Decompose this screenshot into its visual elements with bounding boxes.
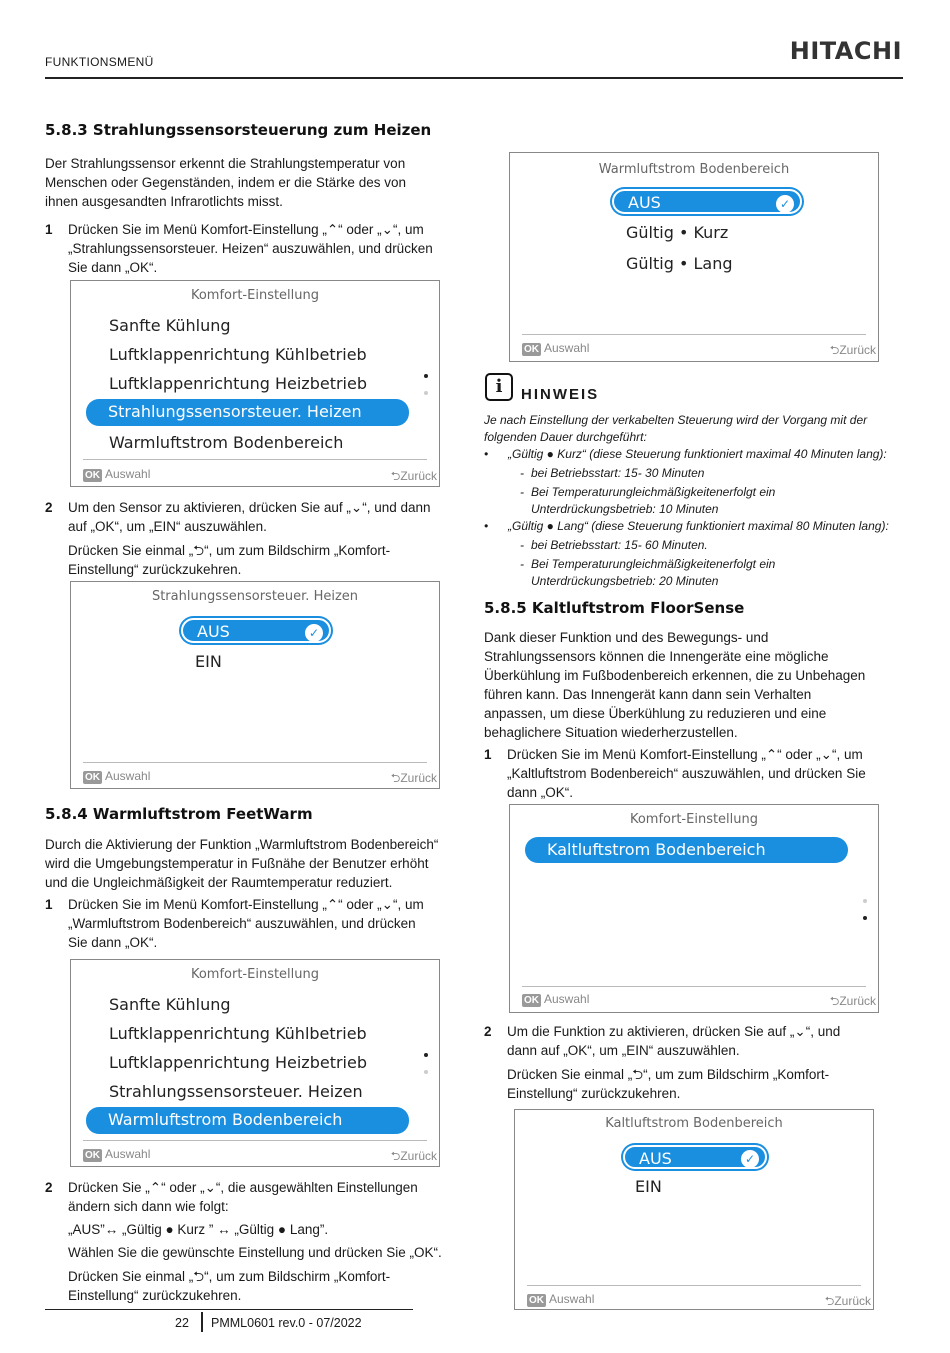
text-line: Drücken Sie im Menü Komfort-Einstellung „⌃“ oder „⌄“, um	[507, 747, 863, 762]
step-2-choose: Wählen Sie die gewünschte Einstellung und drücken Sie „OK“.	[68, 1245, 442, 1260]
ok-icon: OK	[85, 772, 100, 783]
ok-select-hint[interactable]	[83, 1147, 150, 1162]
info-icon: i	[485, 373, 513, 401]
screen-title: Kaltluftstrom Bodenbereich	[605, 1116, 783, 1131]
back-label: Zurück	[400, 469, 437, 483]
text-line: Drücken Sie einmal „⮌“, um zum Bildschirm „Komfort-	[68, 543, 391, 558]
ok-select-hint[interactable]	[527, 1292, 594, 1307]
menu-item[interactable]: Luftklappenrichtung Heizbetrieb	[109, 1053, 367, 1072]
scroll-dot-active	[863, 916, 867, 920]
ok-select-hint[interactable]	[83, 769, 150, 784]
text-line: folgenden Dauer durchgeführt:	[484, 430, 647, 444]
text-line: Unterdrückungsbetrieb: 20 Minuten	[531, 574, 719, 588]
ok-icon: OK	[524, 995, 539, 1006]
menu-item[interactable]: Sanfte Kühlung	[109, 316, 231, 335]
menu-item-label: Kaltluftstrom Bodenbereich	[547, 840, 766, 859]
back-hint[interactable]	[830, 341, 876, 362]
heading-5-8-4: 5.8.4 Warmluftstrom FeetWarm	[45, 805, 313, 823]
screen-komfort-einstellung	[70, 280, 440, 487]
ok-label: Auswahl	[549, 1292, 595, 1306]
back-label: Zurück	[400, 1149, 437, 1163]
step-1-5-8-3	[45, 220, 470, 277]
ok-icon: OK	[85, 470, 100, 481]
footer-divider	[83, 459, 427, 460]
option[interactable]: EIN	[195, 652, 222, 671]
text-line: Sie dann „OK“.	[68, 260, 158, 275]
screen-title: Warmluftstrom Bodenbereich	[598, 162, 790, 177]
text-line: Dank dieser Funktion und des Bewegungs- und	[484, 630, 769, 645]
dash-icon: -	[520, 485, 524, 499]
screen-kaltluftstrom	[514, 1109, 874, 1310]
text-line: Drücken Sie „⌃“ oder „⌄“, die ausgewählten Einstellungen	[68, 1180, 418, 1195]
scroll-dot	[863, 899, 867, 903]
page-number: 22	[175, 1316, 189, 1330]
scroll-dot-active	[424, 1053, 428, 1057]
heading-5-8-5: 5.8.5 Kaltluftstrom FloorSense	[484, 599, 745, 617]
step-number: 2	[484, 1024, 492, 1039]
header-divider	[45, 77, 903, 79]
step-2-5-8-5	[484, 1022, 904, 1062]
text-line: Einstellung“ zurückzukehren.	[68, 562, 242, 577]
step-number: 1	[484, 747, 492, 762]
text-line: Sie dann „OK“.	[68, 935, 158, 950]
step-2-extra	[507, 1065, 907, 1103]
hinweis-bullet-lang: „Gültig ● Lang“ (diese Steuerung funktioniert maximal 80 Minuten lang):	[508, 519, 889, 533]
menu-item-selected[interactable]	[86, 399, 409, 426]
footer-separator	[201, 1312, 203, 1332]
hinweis-sub: bei Betriebsstart: 15- 30 Minuten	[531, 466, 705, 480]
option-label: AUS	[639, 1149, 672, 1168]
option[interactable]: Gültig • Lang	[626, 254, 733, 273]
text-line: Bei Temperaturungleichmäßigkeitenerfolgt ein	[531, 557, 776, 571]
menu-item[interactable]: Warmluftstrom Bodenbereich	[109, 433, 344, 452]
text-line: führen kann. Das Innengerät kann dann sein Verhalten	[484, 687, 812, 702]
ok-icon: OK	[529, 1295, 544, 1306]
back-label: Zurück	[839, 994, 876, 1008]
screen-strahlungssensor	[70, 581, 440, 789]
check-icon: ✓	[741, 1150, 759, 1168]
hinweis-title: HINWEIS	[521, 386, 600, 403]
text-line: Drücken Sie einmal „⮌“, um zum Bildschirm „Komfort-	[68, 1269, 391, 1284]
dash-icon: -	[520, 466, 524, 480]
text-line: wird die Umgebungstemperatur in Fußnähe der Benutzer erhöht	[45, 856, 429, 871]
hinweis-bullet-kurz: „Gültig ● Kurz“ (diese Steuerung funktioniert maximal 40 Minuten lang):	[508, 447, 887, 461]
step-number: 1	[45, 222, 53, 237]
text-line: „Strahlungssensorsteuer. Heizen“ auszuwählen, und drücken	[68, 241, 433, 256]
text-line: auf „OK“, um „EIN“ auszuwählen.	[68, 519, 267, 534]
ok-icon: OK	[85, 1150, 100, 1161]
option-selected[interactable]	[623, 1145, 767, 1169]
back-hint[interactable]	[825, 1292, 871, 1313]
hinweis-sub	[531, 484, 775, 518]
back-hint[interactable]	[391, 1147, 437, 1168]
ok-select-hint[interactable]	[522, 992, 589, 1007]
dash-icon: -	[520, 557, 524, 571]
step-2-extra	[68, 541, 468, 579]
intro-5-8-5	[484, 628, 904, 742]
menu-item-label: Strahlungssensorsteuer. Heizen	[108, 402, 362, 421]
text-line: ändern sich dann wie folgt:	[68, 1199, 229, 1214]
text-line: Strahlungssensors können die Innengeräte eine mögliche	[484, 649, 829, 664]
back-label: Zurück	[839, 343, 876, 357]
ok-label: Auswahl	[544, 992, 590, 1006]
intro-5-8-3	[45, 154, 465, 211]
text-line: „Warmluftstrom Bodenbereich“ auszuwählen, und drücken	[68, 916, 416, 931]
screen-warmluftstrom	[509, 152, 879, 362]
hinweis-sub	[531, 556, 775, 590]
ok-select-hint[interactable]	[83, 467, 150, 482]
text-line: ihnen ausgesandten Infrarotlichts misst.	[45, 194, 283, 209]
text-line: Unterdrückungsbetrieb: 10 Minuten	[531, 502, 719, 516]
footer-divider	[527, 1285, 861, 1286]
text-line: dann auf „OK“, um „EIN“ auszuwählen.	[507, 1043, 740, 1058]
heading-5-8-3: 5.8.3 Strahlungssensorsteuerung zum Heizen	[45, 121, 432, 139]
text-line: Drücken Sie im Menü Komfort-Einstellung „⌃“ oder „⌄“, um	[68, 897, 424, 912]
text-line: Drücken Sie einmal „⮌“, um zum Bildschirm „Komfort-	[507, 1067, 830, 1082]
option-selected[interactable]	[181, 618, 331, 643]
menu-item-selected[interactable]	[525, 837, 848, 863]
screen-title: Komfort-Einstellung	[190, 288, 320, 303]
menu-item[interactable]: Luftklappenrichtung Kühlbetrieb	[109, 1024, 367, 1043]
ok-label: Auswahl	[544, 341, 590, 355]
step-number: 2	[45, 500, 53, 515]
screen-title: Komfort-Einstellung	[190, 967, 320, 982]
scroll-dot	[424, 391, 428, 395]
option[interactable]: Gültig • Kurz	[626, 223, 729, 242]
menu-item[interactable]: Sanfte Kühlung	[109, 995, 231, 1014]
text-line: und die Ungleichmäßigkeit der Raumtemperatur reduziert.	[45, 875, 393, 890]
text-line: Je nach Einstellung der verkabelten Steuerung wird der Vorgang mit der	[484, 413, 868, 427]
footer-divider	[522, 986, 866, 987]
screen-komfort-einstellung-2	[70, 959, 440, 1167]
text-line: Bei Temperaturungleichmäßigkeitenerfolgt ein	[531, 485, 776, 499]
hitachi-logo: HITACHI	[789, 37, 902, 65]
back-arrow-icon: ⮌	[829, 343, 840, 357]
menu-item-label: Warmluftstrom Bodenbereich	[108, 1110, 343, 1129]
text-line: Einstellung“ zurückzukehren.	[507, 1086, 681, 1101]
footer-divider	[45, 1309, 413, 1310]
option[interactable]: EIN	[635, 1177, 662, 1196]
check-icon: ✓	[776, 195, 794, 213]
option-selected[interactable]	[612, 189, 802, 214]
text-line: Einstellung“ zurückzukehren.	[68, 1288, 242, 1303]
back-hint[interactable]	[830, 992, 876, 1013]
dash-icon: -	[520, 538, 524, 552]
ok-label: Auswahl	[105, 467, 151, 481]
step-2-extra	[68, 1267, 468, 1305]
hinweis-sub: bei Betriebsstart: 15- 60 Minuten.	[531, 538, 708, 552]
menu-item[interactable]: Luftklappenrichtung Kühlbetrieb	[109, 345, 367, 364]
step-1-5-8-5	[484, 745, 904, 802]
hinweis-intro	[484, 412, 904, 446]
ok-icon: OK	[524, 344, 539, 355]
screen-title: Strahlungssensorsteuer. Heizen	[151, 589, 359, 604]
screen-komfort-einstellung-3	[509, 804, 879, 1013]
step-1-5-8-4	[45, 895, 470, 952]
back-label: Zurück	[834, 1294, 871, 1308]
menu-item[interactable]: Strahlungssensorsteuer. Heizen	[109, 1082, 363, 1101]
text-line: Durch die Aktivierung der Funktion „Warmluftstrom Bodenbereich“	[45, 837, 439, 852]
menu-item[interactable]: Luftklappenrichtung Heizbetrieb	[109, 374, 367, 393]
bullet-icon: •	[484, 447, 489, 461]
scroll-dot	[424, 1070, 428, 1074]
back-arrow-icon: ⮌	[829, 994, 840, 1008]
back-arrow-icon: ⮌	[824, 1294, 835, 1308]
text-line: Überkühlung im Fußbodenbereich erkennen, die zu Unbehagen	[484, 668, 866, 683]
text-line: „Kaltluftstrom Bodenbereich“ auszuwählen, und drücken Sie	[507, 766, 866, 781]
footer-divider	[83, 1140, 427, 1141]
back-hint[interactable]	[391, 769, 437, 790]
step-2-cycle: „AUS”↔ „Gültig ● Kurz ” ↔ „Gültig ● Lang”.	[68, 1222, 329, 1237]
ok-label: Auswahl	[105, 1147, 151, 1161]
ok-select-hint[interactable]	[522, 341, 589, 356]
ok-label: Auswahl	[105, 769, 151, 783]
step-2-5-8-4	[45, 1178, 470, 1218]
text-line: Um die Funktion zu aktivieren, drücken Sie auf „⌄“, und	[507, 1024, 841, 1039]
footer-divider	[83, 762, 427, 763]
step-number: 2	[45, 1180, 53, 1195]
section-header: FUNKTIONSMENÜ	[45, 55, 154, 69]
back-hint[interactable]	[391, 467, 437, 488]
document-id: PMML0601 rev.0 - 07/2022	[211, 1316, 362, 1330]
back-arrow-icon: ⮌	[390, 469, 401, 483]
text-line: behaglichere Situation wiederherzustellen.	[484, 725, 738, 740]
option-label: AUS	[197, 622, 230, 641]
option-label: AUS	[628, 193, 661, 212]
check-icon: ✓	[305, 624, 323, 642]
text-line: Drücken Sie im Menü Komfort-Einstellung „⌃“ oder „⌄“, um	[68, 222, 424, 237]
text-line: Der Strahlungssensor erkennt die Strahlungstemperatur von	[45, 156, 406, 171]
bullet-icon: •	[484, 519, 489, 533]
menu-item-selected[interactable]	[86, 1107, 409, 1134]
text-line: anpassen, um diese Überkühlung zu reduzieren und eine	[484, 706, 827, 721]
text-line: Um den Sensor zu aktivieren, drücken Sie auf „⌄“, und dann	[68, 500, 431, 515]
text-line: dann „OK“.	[507, 785, 574, 800]
text-line: Menschen oder Gegenständen, indem er die Stärke des von	[45, 175, 406, 190]
step-2-5-8-3	[45, 498, 470, 538]
screen-title: Komfort-Einstellung	[629, 812, 759, 827]
back-label: Zurück	[400, 771, 437, 785]
intro-5-8-4	[45, 835, 470, 892]
back-arrow-icon: ⮌	[390, 1149, 401, 1163]
step-number: 1	[45, 897, 53, 912]
footer-divider	[522, 334, 866, 335]
back-arrow-icon: ⮌	[390, 771, 401, 785]
scroll-dot-active	[424, 374, 428, 378]
